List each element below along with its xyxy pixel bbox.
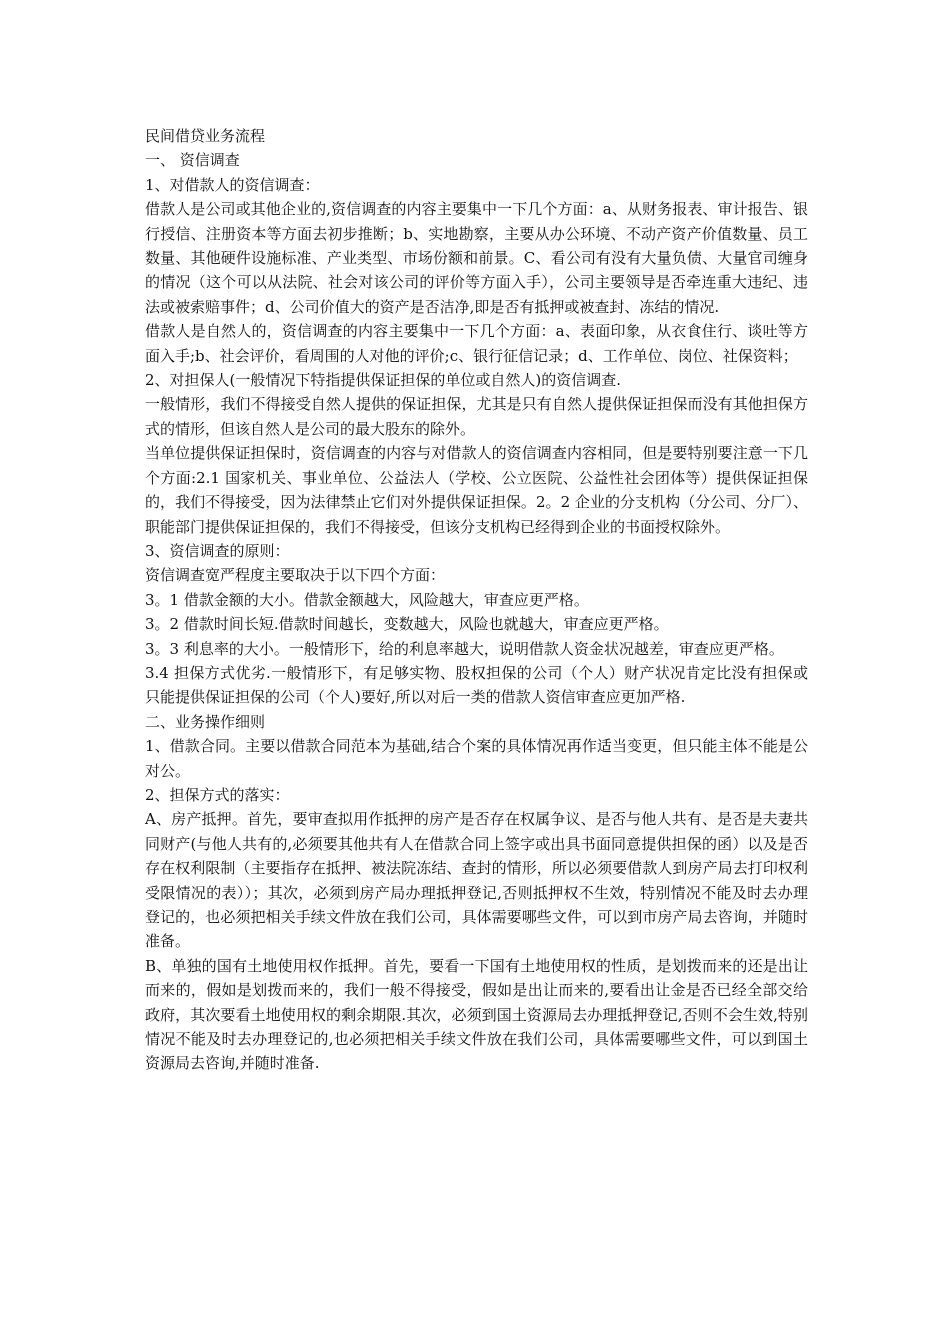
subsection-heading: 2、担保方式的落实： [145, 785, 290, 804]
list-item: 3。1 借款金额的大小。借款金额越大，风险越大，审查应更严格。 [145, 590, 589, 609]
body-paragraph: 当单位提供保证担保时，资信调查的内容与对借款人的资信调查内容相同，但是要特别要注意一下几个方面:2.1 国家机关、事业单位、公益法人（学校、公立医院、公益性社会团体等）提供保证担保的，我们不得接受，因为法律禁止它们对外提供保证担保。2。2 企业的分支机构（分公司、分厂）、职能部门提供保证担保的，我们不得接受，但该分支机构已经得到企业的书面授权除外。 [145, 444, 808, 536]
body-paragraph: 借款人是公司或其他企业的,资信调查的内容主要集中一下几个方面：a、从财务报表、审计报告、银行授信、注册资本等方面去初步推断；b、实地勘察，主要从办公环境、不动产资产价值数量、员工数量、其他硬件设施标准、产业类型、市场份额和前景。C、看公司有没有大量负债、大量官司缠身的情况（这个可以从法院、社会对该公司的评价等方面入手），公司主要领导是否牵连重大违纪、违法或被索赔事件；d、公司价值大的资产是否洁净,即是否有抵押或被查封、冻结的情况. [145, 200, 808, 316]
list-item: 3.4 担保方式优劣.一般情形下，有足够实物、股权担保的公司（个人）财产状况肯定比没有担保或只能提供保证担保的公司（个人)要好,所以对后一类的借款人资信审查应更加严格. [145, 663, 808, 707]
section-heading: 二、业务操作细则 [145, 712, 266, 731]
document-body [145, 124, 808, 1076]
body-paragraph: B、单独的国有土地使用权作抵押。首先，要看一下国有土地使用权的性质，是划拨而来的还是出让而来的，假如是划拨而来的，我们一般不得接受，假如是出让而来的,要看出让金是否已经全部交给政府，其次要看土地使用权的剩余期限.其次，必须到国土资源局去办理抵押登记,否则不会生效,特别情况不能及时去办理登记的,也必须把相关手续文件放在我们公司，具体需要哪些文件，可以到国土资源局去咨询,并随时准备. [145, 956, 808, 1073]
body-paragraph: A、房产抵押。首先，要审查拟用作抵押的房产是否存在权属争议、是否与他人共有、是否是夫妻共同财产(与他人共有的,必须要其他共有人在借款合同上签字或出具书面同意提供担保的函）以及是否存在权利限制（主要指存在抵押、被法院冻结、查封的情形，所以必须要借款人到房产局去打印权利受限情况的表））；其次，必须到房产局办理抵押登记,否则抵押权不生效，特别情况不能及时去办理登记的，也必须把相关手续文件放在我们公司，具体需要哪些文件，可以到市房产局去咨询，并随时准备。 [145, 810, 808, 951]
list-item: 3。3 利息率的大小。一般情形下，给的利息率越大，说明借款人资金状况越差，审查应更严格。 [145, 639, 784, 658]
list-item: 3。2 借款时间长短.借款时间越长，变数越大，风险也就越大，审查应更严格。 [145, 615, 669, 634]
subsection-heading: 3、资信调查的原则： [145, 541, 290, 560]
body-paragraph: 1、借款合同。主要以借款合同范本为基础,结合个案的具体情况再作适当变更，但只能主体不能是公对公。 [145, 737, 808, 780]
section-heading: 一、 资信调查 [145, 151, 240, 170]
document-title: 民间借贷业务流程 [145, 127, 266, 145]
subsection-heading: 1、对借款人的资信调查： [145, 175, 320, 194]
body-paragraph: 一般情形，我们不得接受自然人提供的保证担保，尤其是只有自然人提供保证担保而没有其他担保方式的情形，但该自然人是公司的最大股东的除外。 [145, 395, 808, 438]
body-paragraph: 资信调查宽严程度主要取决于以下四个方面： [145, 566, 446, 585]
subsection-heading: 2、对担保人(一般情况下特指提供保证担保的单位或自然人)的资信调查. [145, 371, 622, 390]
body-paragraph: 借款人是自然人的，资信调查的内容主要集中一下几个方面：a、表面印象，从衣食住行、谈吐等方面入手;b、社会评价，看周围的人对他的评价;c、银行征信记录；d、工作单位、岗位、社保资料； [145, 322, 808, 365]
